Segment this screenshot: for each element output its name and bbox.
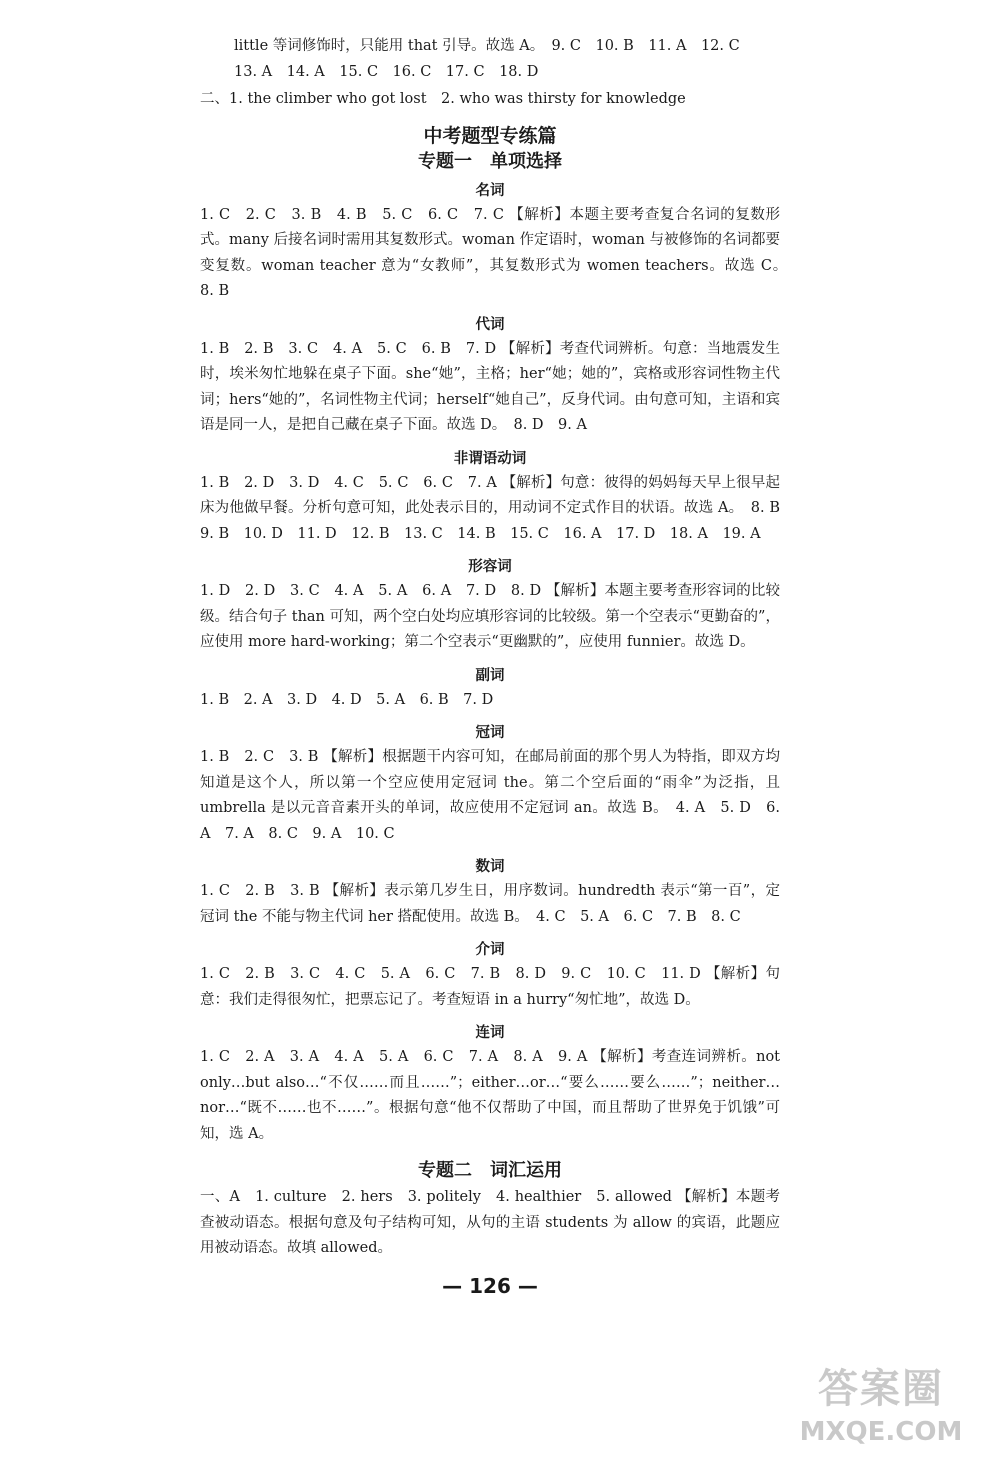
watermark-url: MXQE.COM	[799, 1417, 963, 1447]
subsection-heading: 数词	[475, 858, 505, 875]
topic-title: 专题一 单项选择	[418, 150, 562, 172]
subsection-heading: 非谓语动词	[453, 449, 527, 467]
answer-page	[200, 34, 795, 1298]
answer-paragraph: 1. C 2. B 3. C 4. C 5. A 6. C 7. B 8. D 9. C 10. C 11. D 【解析】句意：我们走得很匆忙，把票忘记了。考查短语 in a hurry“匆忙地”，故选 D。	[200, 966, 780, 1008]
answer-paragraph: 1. D 2. D 3. C 4. A 5. A 6. A 7. D 8. D 【解析】本题主要考查形容词的比较级。结合句子 than 可知，两个空白处均应填形容词的比较级。第一个空表示“更勤奋的”，应使用 more hard-working；第二个空表示“更幽默的”，应使用 funnier。故选 D。	[200, 583, 780, 650]
section-title: 中考题型专练篇	[423, 124, 557, 147]
answer-line: 13. A 14. A 15. C 16. C 17. C 18. D	[234, 63, 539, 80]
answer-paragraph: 1. C 2. C 3. B 4. B 5. C 6. C 7. C 【解析】本题主要考查复合名词的复数形式。many 后接名词时需用其复数形式。woman 作定语时，woman 与被修饰的名词都要变复数。woman teacher 意为“女教师”，其复数形式为 women teachers。故选 C。 8. B	[200, 206, 795, 299]
topic-title: 专题二 词汇运用	[418, 1160, 562, 1181]
subsection-heading: 冠词	[475, 724, 505, 741]
subsection-heading: 形容词	[468, 558, 512, 575]
watermark-logo-text: 答案圈	[818, 1366, 944, 1412]
subsection-heading: 代词	[475, 315, 505, 333]
subsection-heading: 名词	[475, 181, 505, 199]
page-number: — 126 —	[442, 1273, 538, 1298]
subsection-heading: 连词	[475, 1024, 505, 1041]
answer-paragraph: 1. B 2. A 3. D 4. D 5. A 6. B 7. D	[200, 691, 494, 708]
answer-paragraph: 1. B 2. D 3. D 4. C 5. C 6. C 7. A 【解析】句意：彼得的妈妈每天早上很早起床为他做早餐。分析句意可知，此处表示目的，用动词不定式作目的状语。故选 A。 8. B 9. B 10. D 11. D 12. B 13. C 14. B 15. C 16. A 17. D 18. A 19. A	[200, 474, 795, 542]
answer-paragraph: 1. C 2. B 3. B 【解析】表示第几岁生日，用序数词。hundredth 表示“第一百”，定冠词 the 不能与物主代词 her 搭配使用。故选 B。 4. C 5. A 6. C 7. B 8. C	[200, 883, 780, 925]
subsection-heading: 介词	[475, 941, 505, 958]
watermark-logo	[776, 1363, 986, 1459]
answer-paragraph: 1. C 2. A 3. A 4. A 5. A 6. C 7. A 8. A 9. A 【解析】考查连词辨析。not only…but also…“不仅……而且……”；either…or…“要么……要么……”；neither…nor…“既不……也不……”。根据句意“他不仅帮助了中国，而且帮助了世界免于饥饿”可知，选 A。	[200, 1049, 780, 1142]
answer-line: little 等词修饰时，只能用 that 引导。故选 A。 9. C 10. B 11. A 12. C	[234, 38, 740, 54]
answer-paragraph: 一、A 1. culture 2. hers 3. politely 4. healthier 5. allowed 【解析】本题考查被动语态。根据句意及句子结构可知，从句的主语 students 为 allow 的宾语，此题应用被动语态。故填 allowed。	[200, 1189, 780, 1256]
answer-paragraph: 1. B 2. B 3. C 4. A 5. C 6. B 7. D 【解析】考查代词辨析。句意：当地震发生时，埃米匆忙地躲在桌子下面。she“她”，主格；her“她；她的”，宾格或形容词性物主代词；hers“她的”，名词性物主代词；herself“她自己”，反身代词。由句意可知，主语和宾语是同一人，是把自己藏在桌子下面。故选 D。 8. D 9. A	[200, 340, 780, 433]
answer-line: 二、1. the climber who got lost 2. who was thirsty for knowledge	[200, 91, 686, 107]
subsection-heading: 副词	[475, 666, 505, 684]
answer-paragraph: 1. B 2. C 3. B 【解析】根据题干内容可知，在邮局前面的那个男人为特指，即双方均知道是这个人，所以第一个空应使用定冠词 the。第二个空后面的“雨伞”为泛指，且 umbrella 是以元音音素开头的单词，故应使用不定冠词 an。故选 B。 4. A 5. D 6. A 7. A 8. C 9. A 10. C	[200, 749, 780, 842]
